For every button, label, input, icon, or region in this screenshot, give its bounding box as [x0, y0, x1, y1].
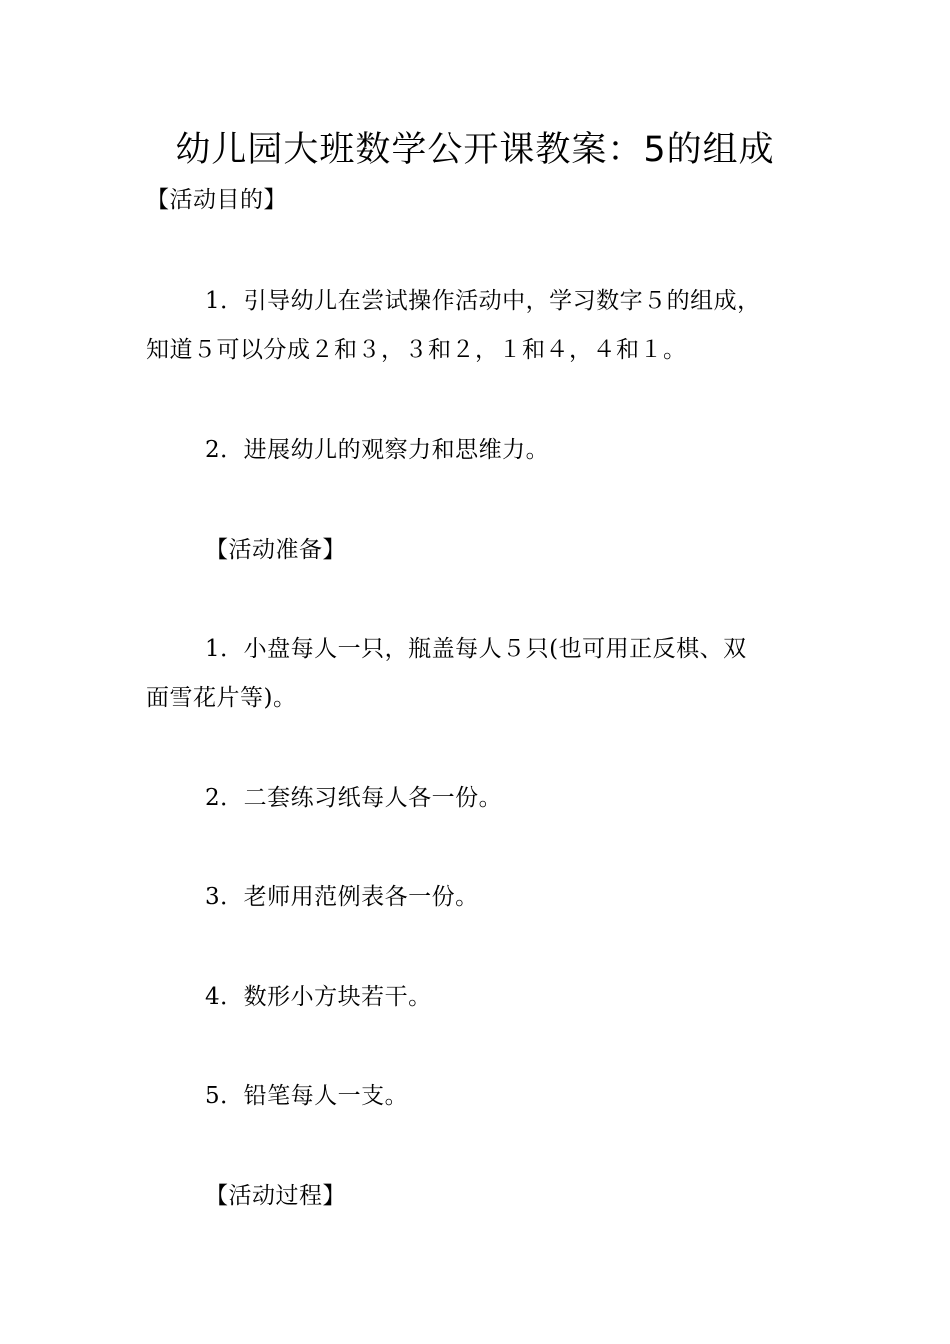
document-title: 幼儿园大班数学公开课教案：5的组成 — [175, 130, 775, 170]
section-heading-goals: 【活动目的】 — [146, 187, 287, 213]
prep-item-5: 5．铅笔每人一支。 — [205, 1083, 409, 1109]
prep-item-1-line-2: 面雪花片等)。 — [146, 685, 297, 711]
section-heading-prep: 【活动准备】 — [205, 537, 346, 563]
goal-item-1-line-2: 知道５可以分成２和３，３和２，１和４，４和１。 — [146, 337, 687, 363]
goal-item-2: 2．进展幼儿的观察力和思维力。 — [205, 437, 550, 463]
prep-item-4: 4．数形小方块若干。 — [205, 984, 432, 1010]
prep-item-1-line-1: 1．小盘每人一只，瓶盖每人５只(也可用正反棋、双 — [205, 636, 747, 662]
prep-item-2: 2．二套练习纸每人各一份。 — [205, 785, 503, 811]
goal-item-1-line-1: 1．引导幼儿在尝试操作活动中，学习数字５的组成， — [205, 288, 761, 314]
prep-item-3: 3．老师用范例表各一份。 — [205, 884, 479, 910]
section-heading-process: 【活动过程】 — [205, 1183, 346, 1209]
